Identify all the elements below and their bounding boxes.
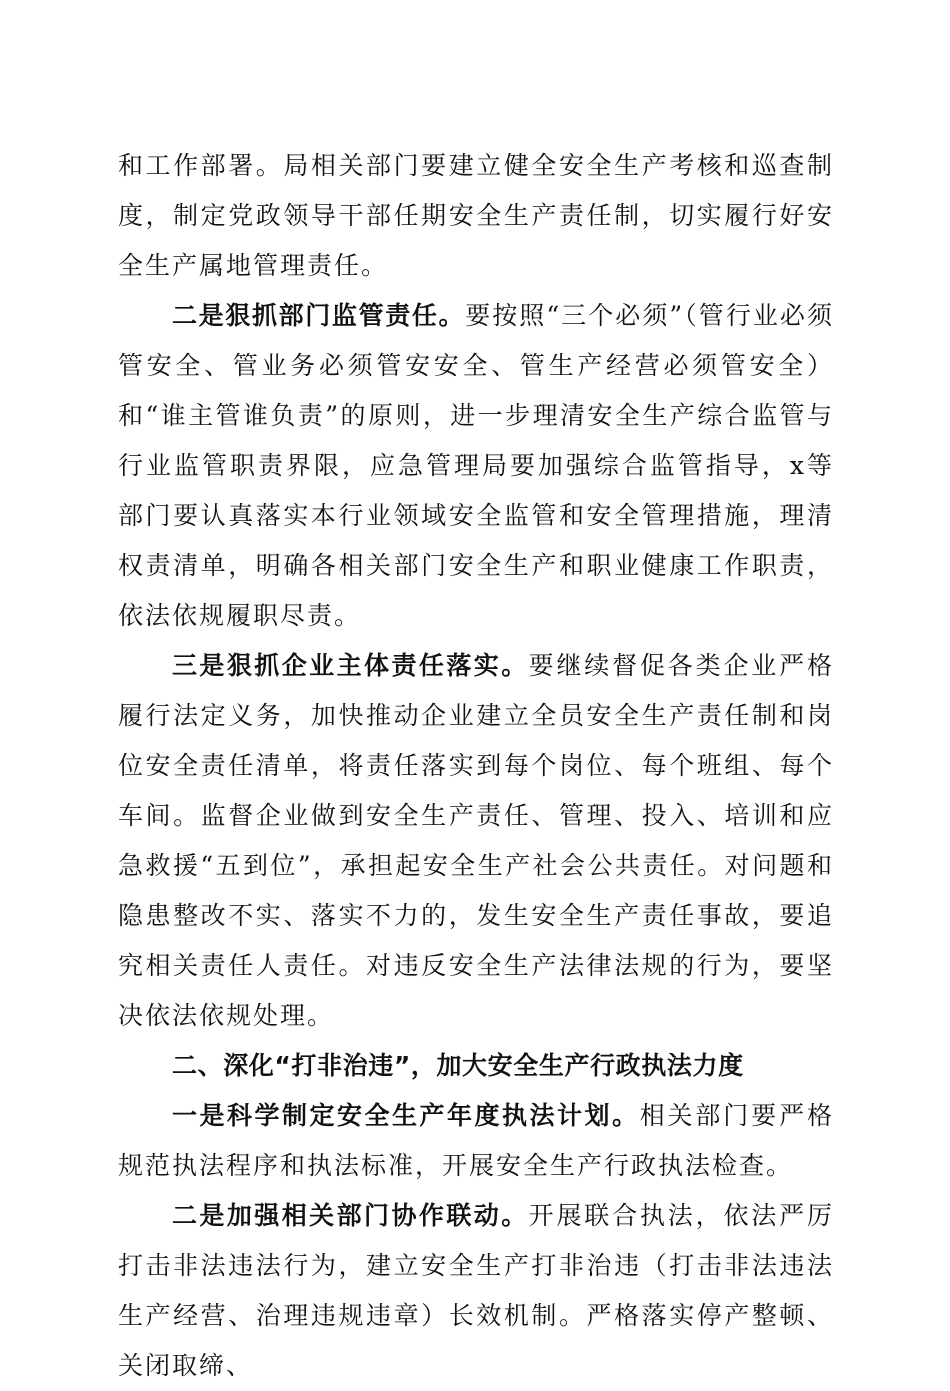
paragraph-lead: 二是加强相关部门协作联动。 [172,1201,529,1230]
document-body [118,141,834,1391]
paragraph-lead: 三是狠抓企业主体责任落实。 [172,651,529,680]
paragraph-enterprise-responsibility [118,641,834,1041]
paragraph-department-supervision [118,291,834,641]
paragraph-text: 要按照“三个必须”（管行业必须管安全、管业务必须管安安全、管生产经营必须管安全）和“谁主管谁负责”的原则，进一步理清安全生产综合监管与行业监管职责界限，应急管理局要加强综合监管指导，x等部门要认真落实本行业领域安全监管和安全管理措施，理清权责清单，明确各相关部门安全生产和职业健康工作职责，依法依规履职尽责。 [118,301,834,630]
paragraph-text: 要继续督促各类企业严格履行法定义务，加快推动企业建立全员安全生产责任制和岗位安全责任清单，将责任落实到每个岗位、每个班组、每个车间。监督企业做到安全生产责任、管理、投入、培训和应急救援“五到位”，承担起安全生产社会公共责任。对问题和隐患整改不实、落实不力的，发生安全生产责任事故，要追究相关责任人责任。对违反安全生产法律法规的行为，要坚决依法依规处理。 [118,651,834,1030]
paragraph-text: 相关部门要严格规范执法程序和执法标准，开展安全生产行政执法检查。 [118,1101,834,1180]
paragraph-text: 开展联合执法，依法严厉打击非法违法行为，建立安全生产打非治违（打击非法违法生产经营、治理违规违章）长效机制。严格落实停产整顿、关闭取缔、 [118,1201,834,1380]
section-heading: 二、深化“打非治违”，加大安全生产行政执法力度 [172,1051,744,1080]
paragraph-enforcement-plan [118,1091,834,1191]
paragraph-continuation [118,141,834,291]
paragraph-lead: 二是狠抓部门监管责任。 [172,301,466,330]
paragraph-coordination [118,1191,834,1391]
paragraph-text: 和工作部署。局相关部门要建立健全安全生产考核和巡查制度，制定党政领导干部任期安全生产责任制，切实履行好安全生产属地管理责任。 [118,151,834,280]
paragraph-lead: 一是科学制定安全生产年度执法计划。 [172,1101,640,1130]
